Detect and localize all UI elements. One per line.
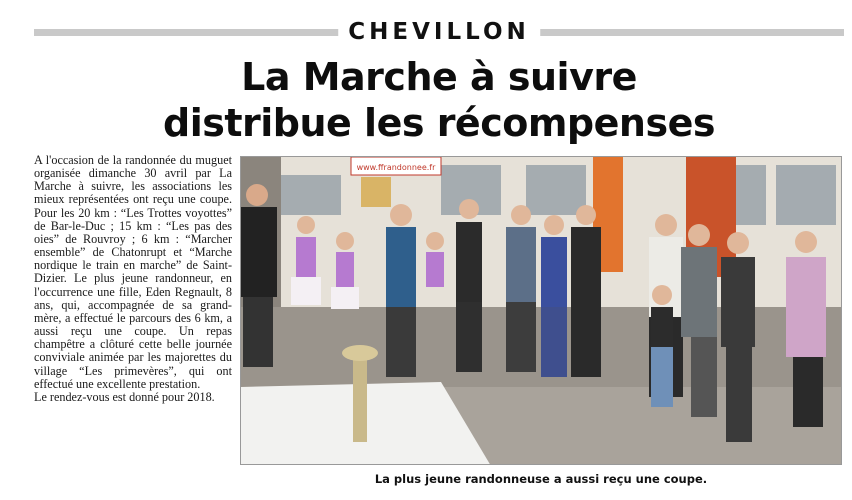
article-body (34, 154, 232, 488)
group-photo-illustration (241, 157, 842, 465)
headline-line-1: La Marche à suivre (241, 55, 637, 99)
article-headline (34, 54, 844, 146)
article-paragraph-1: A l'occasion de la randonnée du muguet organisée dimanche 30 avril par La Marche à suivre, les associations les mieux représentées ont reçu une coupe. Pour les 20 km : “Les Trottes voyottes” de Bar-le-Duc ; 15 km : “Les pas des oies” de Rouvroy ; 6 km : “Marcher ensemble” de Chatonrupt et “Marche nordique le train en marche” de Saint-Dizier. Le plus jeune randonneur, en l'occurrence une fille, Eden Regnault, 8 ans, qui, accompagnée de sa grand-mère, a effectué le parcours des 6 km, a aussi reçu une coupe. Un repas champêtre a clôturé cette belle journée conviviale animée par les majorettes du village “Les primevères”, qui ont effectué une excellente prestation. (34, 154, 232, 391)
article-paragraph-2: Le rendez-vous est donné pour 2018. (34, 389, 215, 404)
section-kicker: CHEVILLON (338, 18, 540, 46)
headline-line-2: distribue les récompenses (163, 101, 715, 145)
article-photo (240, 156, 842, 465)
photo-banner-text: www.ffrandonnee.fr (356, 163, 436, 172)
section-header (34, 18, 844, 46)
photo-caption: La plus jeune randonneuse a aussi reçu une coupe. (374, 472, 708, 486)
